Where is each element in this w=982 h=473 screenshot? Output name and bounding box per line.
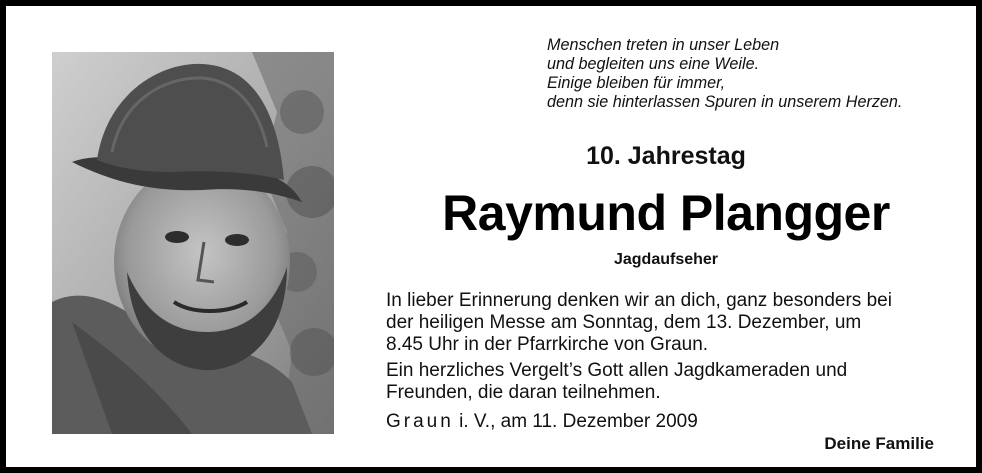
signature: Deine Familie <box>824 434 934 453</box>
deceased-name: Raymund Plangger <box>442 185 890 241</box>
text-line: Ein herzliches Vergelt’s Gott allen Jagdkameraden und <box>386 360 848 381</box>
poem-line: denn sie hinterlassen Spuren in unserem Herzen. <box>547 93 903 111</box>
poem <box>547 36 967 112</box>
poem-line: und begleiten uns eine Weile. <box>547 55 760 73</box>
place-date <box>386 411 698 433</box>
deceased-role: Jagdaufseher <box>613 251 719 268</box>
text-line: 8.45 Uhr in der Pfarrkirche von Graun. <box>386 334 709 355</box>
memorial-paragraph <box>386 290 946 356</box>
text-line: Freunden, die daran teilnehmen. <box>386 382 661 403</box>
anniversary-heading: 10. Jahrestag <box>586 142 746 170</box>
text-line: In lieber Erinnerung denken wir an dich, ganz besonders bei <box>386 290 892 311</box>
memorial-text <box>386 290 946 408</box>
place-city: Graun <box>386 411 454 432</box>
poem-line: Menschen treten in unser Leben <box>547 36 780 54</box>
portrait-photo <box>52 52 334 434</box>
poem-line: Einige bleiben für immer, <box>547 74 726 92</box>
thanks-paragraph <box>386 360 946 404</box>
text-line: der heiligen Messe am Sonntag, dem 13. Dezember, um <box>386 312 862 333</box>
place-date-rest: i. V., am 11. Dezember 2009 <box>459 411 698 432</box>
